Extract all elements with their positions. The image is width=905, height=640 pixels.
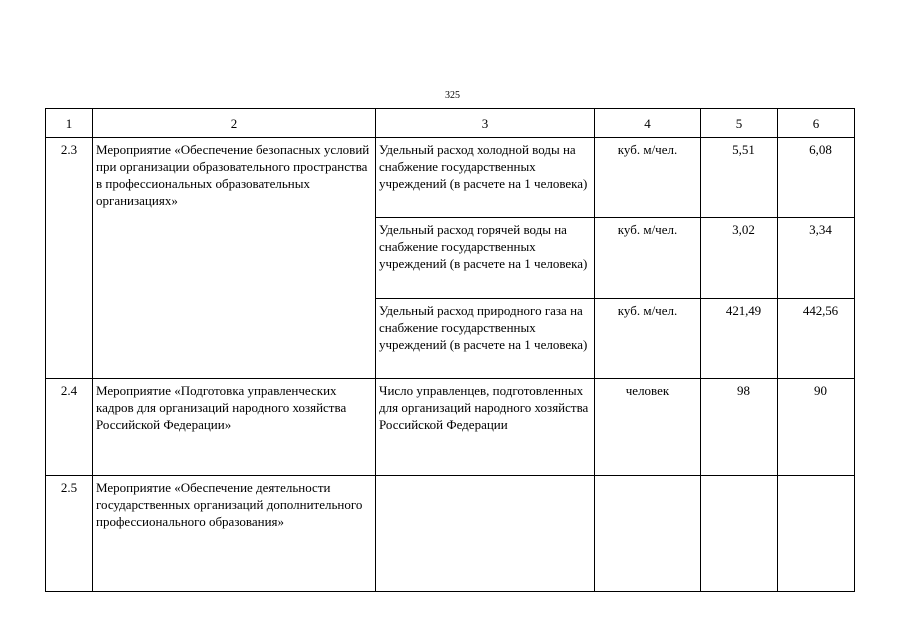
indicator-name xyxy=(376,476,595,592)
page-number: 325 xyxy=(445,90,460,101)
value-col5: 421,49 xyxy=(701,299,778,379)
header-cell-6: 6 xyxy=(778,109,855,138)
unit-cell: человек xyxy=(595,379,701,476)
value-col5 xyxy=(701,476,778,592)
unit-cell: куб. м/чел. xyxy=(595,138,701,218)
value-col6: 3,34 xyxy=(778,218,855,299)
header-cell-2: 2 xyxy=(93,109,376,138)
value-col6 xyxy=(778,476,855,592)
indicators-table xyxy=(45,108,855,592)
row-number: 2.4 xyxy=(46,379,93,476)
row-number: 2.3 xyxy=(46,138,93,379)
indicator-name: Число управленцев, подготовленных для организаций народного хозяйства Российской Федерации xyxy=(376,379,595,476)
value-col6: 90 xyxy=(778,379,855,476)
event-name: Мероприятие «Обеспечение деятельности государственных организаций дополнительного профессионального образования» xyxy=(93,476,376,592)
header-cell-5: 5 xyxy=(701,109,778,138)
value-col6: 442,56 xyxy=(778,299,855,379)
event-name: Мероприятие «Обеспечение безопасных условий при организации образовательного пространства в профессиональных образовательных организациях» xyxy=(93,138,376,379)
unit-cell: куб. м/чел. xyxy=(595,218,701,299)
header-cell-4: 4 xyxy=(595,109,701,138)
indicator-name: Удельный расход горячей воды на снабжение государственных учреждений (в расчете на 1 человека) xyxy=(376,218,595,299)
table-row xyxy=(46,138,855,218)
unit-cell: куб. м/чел. xyxy=(595,299,701,379)
value-col5: 3,02 xyxy=(701,218,778,299)
value-col5: 5,51 xyxy=(701,138,778,218)
event-name: Мероприятие «Подготовка управленческих кадров для организаций народного хозяйства Российской Федерации» xyxy=(93,379,376,476)
table-header-row xyxy=(46,109,855,138)
indicator-name: Удельный расход природного газа на снабжение государственных учреждений (в расчете на 1 человека) xyxy=(376,299,595,379)
value-col6: 6,08 xyxy=(778,138,855,218)
table-row xyxy=(46,379,855,476)
header-cell-1: 1 xyxy=(46,109,93,138)
table-row xyxy=(46,476,855,592)
row-number: 2.5 xyxy=(46,476,93,592)
indicator-name: Удельный расход холодной воды на снабжение государственных учреждений (в расчете на 1 человека) xyxy=(376,138,595,218)
unit-cell xyxy=(595,476,701,592)
value-col5: 98 xyxy=(701,379,778,476)
header-cell-3: 3 xyxy=(376,109,595,138)
